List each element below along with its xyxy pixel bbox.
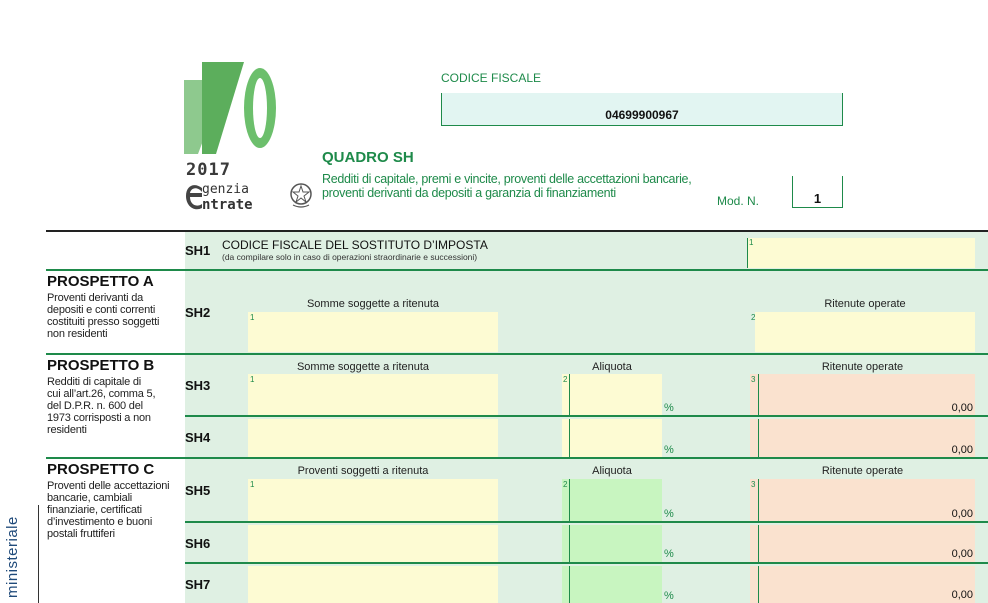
sh6-aliquota-field[interactable] bbox=[562, 525, 662, 562]
sh6-code: SH6 bbox=[185, 536, 211, 551]
sh5-ritenute-border bbox=[758, 479, 759, 521]
prospetto-b-col-ritenute: Ritenute operate bbox=[821, 361, 904, 373]
sh2-somme-field[interactable] bbox=[248, 312, 498, 352]
sh5-code: SH5 bbox=[185, 483, 211, 498]
sh2-code: SH2 bbox=[185, 305, 211, 320]
prospetto-c-title: PROSPETTO C bbox=[47, 461, 155, 478]
sh3-code: SH3 bbox=[185, 378, 211, 393]
codice-fiscale-label: CODICE FISCALE bbox=[441, 71, 542, 85]
sh7-ritenute-border bbox=[758, 566, 759, 603]
prospetto-a-description: Proventi derivanti da depositi e conti correnti costituiti presso soggetti non residenti bbox=[47, 292, 160, 340]
sh3-aliquota-border bbox=[569, 374, 570, 415]
prospetto-c-col-proventi: Proventi soggetti a ritenuta bbox=[297, 465, 429, 477]
prospetto-a-col-somme: Somme soggette a ritenuta bbox=[306, 298, 440, 310]
form-top-rule bbox=[46, 230, 988, 232]
sh5-field-2-number: 2 bbox=[563, 480, 568, 489]
sh7-aliquota-border bbox=[569, 566, 570, 603]
prospetto-a-title: PROSPETTO A bbox=[47, 273, 154, 290]
sh5-field-3-number: 3 bbox=[751, 480, 756, 489]
sh5-ritenute-value: 0,00 bbox=[951, 508, 973, 520]
sh3-field-2-number: 2 bbox=[563, 375, 568, 384]
sh1-field-number: 1 bbox=[749, 238, 754, 247]
prospetto-c-description: Proventi delle accettazioni bancarie, cambiali finanziarie, certificati d’investimento e buoni postali fruttiferi bbox=[47, 480, 170, 540]
sh7-aliquota-field[interactable] bbox=[562, 566, 662, 603]
prospetto-b-rule bbox=[46, 353, 988, 355]
sh1-codice-fiscale-field[interactable] bbox=[747, 238, 975, 268]
prospetto-b-col-somme: Somme soggette a ritenuta bbox=[296, 361, 430, 373]
sh4-aliquota-field[interactable] bbox=[562, 419, 662, 457]
republic-emblem-icon bbox=[289, 181, 313, 209]
sh4-aliquota-border bbox=[569, 419, 570, 457]
sh7-ritenute-value: 0,00 bbox=[951, 589, 973, 601]
prospetto-a-col-ritenute: Ritenute operate bbox=[824, 298, 906, 310]
sh4-percent: % bbox=[664, 444, 674, 456]
quadro-title: QUADRO SH bbox=[322, 149, 414, 166]
prospetto-b-title: PROSPETTO B bbox=[47, 357, 155, 374]
sh4-somme-field[interactable] bbox=[248, 419, 498, 457]
prospetto-c-rule bbox=[46, 457, 988, 459]
sh3-field-3-number: 3 bbox=[751, 375, 756, 384]
agenzia-entrate-logo bbox=[184, 180, 286, 214]
sh5-aliquota-field[interactable] bbox=[562, 479, 662, 521]
sh1-field-border bbox=[747, 238, 748, 268]
codice-fiscale-value: 04699900967 bbox=[605, 108, 679, 122]
prospetto-c-col-aliquota: Aliquota bbox=[592, 465, 632, 477]
agency-line-2: ntrate bbox=[202, 197, 253, 213]
sh3-sh4-rule bbox=[185, 415, 988, 417]
sh5-field-1-number: 1 bbox=[250, 480, 255, 489]
side-label: ministeriale bbox=[4, 516, 21, 598]
sh4-ritenute-border bbox=[758, 419, 759, 457]
sh6-aliquota-border bbox=[569, 525, 570, 562]
sh5-proventi-field[interactable] bbox=[248, 479, 498, 521]
quadro-description: Redditi di capitale, premi e vincite, proventi delle accettazioni bancarie, proventi derivanti da depositi a garanzia di finanziamenti bbox=[322, 172, 692, 200]
sh7-code: SH7 bbox=[185, 577, 211, 592]
logo-770 bbox=[184, 58, 282, 154]
sh2-ritenute-field[interactable] bbox=[755, 312, 975, 352]
sh2-field-1-number: 1 bbox=[250, 313, 255, 322]
sh1-title: CODICE FISCALE DEL SOSTITUTO D’IMPOSTA bbox=[222, 238, 488, 252]
sh4-ritenute-value: 0,00 bbox=[951, 444, 973, 456]
sh3-ritenute-value: 0,00 bbox=[951, 402, 973, 414]
sh6-proventi-field[interactable] bbox=[248, 525, 498, 562]
sh2-field-2-number: 2 bbox=[751, 313, 756, 322]
prospetto-b-col-aliquota: Aliquota bbox=[592, 361, 632, 373]
sh6-sh7-rule bbox=[185, 562, 988, 564]
sh3-field-1-number: 1 bbox=[250, 375, 255, 384]
sh1-subtitle: (da compilare solo in caso di operazioni straordinarie e successioni) bbox=[222, 252, 478, 262]
sh5-aliquota-border bbox=[569, 479, 570, 521]
sh3-ritenute-border bbox=[758, 374, 759, 415]
sh6-ritenute-value: 0,00 bbox=[951, 548, 973, 560]
sh3-somme-field[interactable] bbox=[248, 374, 498, 415]
sh1-code: SH1 bbox=[185, 243, 211, 258]
sh3-percent: % bbox=[664, 402, 674, 414]
agency-line-1: genzia bbox=[202, 182, 249, 197]
sh4-code: SH4 bbox=[185, 430, 211, 445]
mod-n-label: Mod. N. bbox=[717, 194, 760, 208]
prospetto-c-col-ritenute: Ritenute operate bbox=[821, 465, 904, 477]
sh6-percent: % bbox=[664, 548, 674, 560]
agency-e-icon bbox=[184, 180, 204, 214]
sh6-ritenute-border bbox=[758, 525, 759, 562]
sh5-percent: % bbox=[664, 508, 674, 520]
sh7-percent: % bbox=[664, 590, 674, 602]
mod-n-value: 1 bbox=[813, 191, 822, 206]
sh5-sh6-rule bbox=[185, 521, 988, 523]
side-tick bbox=[38, 505, 39, 603]
sh7-proventi-field[interactable] bbox=[248, 566, 498, 603]
prospetto-a-rule bbox=[46, 269, 988, 271]
logo-year: 2017 bbox=[186, 160, 231, 180]
sh3-aliquota-field[interactable] bbox=[562, 374, 662, 415]
prospetto-b-description: Redditi di capitale di cui all’art.26, comma 5, del D.P.R. n. 600 del 1973 corrisposti a non residenti bbox=[47, 376, 156, 436]
